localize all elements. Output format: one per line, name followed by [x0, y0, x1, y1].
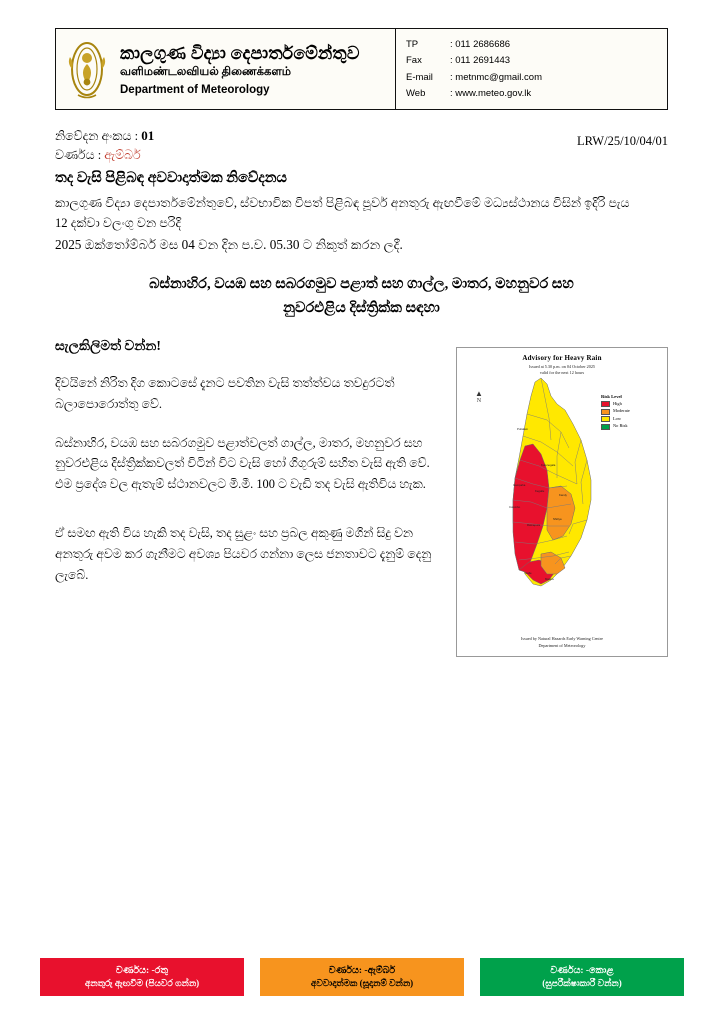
affected-regions-heading: [55, 272, 668, 320]
contact-row-fax: [406, 53, 661, 69]
map-footer-line-2: Department of Meteorology: [538, 642, 586, 648]
map-graphic: [457, 374, 667, 624]
affected-regions-line-2: නුවරඑළිය දිස්ත්‍රික්ක සඳහා: [283, 300, 440, 317]
legend-label-moderate: Moderate: [613, 408, 630, 414]
map-legend-title: Risk Level: [601, 394, 622, 399]
notice-number-line: [55, 126, 154, 146]
svg-text:Puttalam: Puttalam: [517, 427, 529, 431]
department-names: [118, 29, 395, 109]
contact-value-web: : www.meteo.gov.lk: [450, 87, 532, 99]
contact-key-tp: TP: [406, 39, 419, 50]
letterhead: [55, 28, 668, 110]
footer-banner-green-line-2: (සුපරීක්ෂාකාරී වන්න): [542, 978, 622, 989]
contact-key-fax: Fax: [406, 55, 422, 67]
footer-banner-amber-line-2: අවවාදාත්මක (සූදානම් වන්න): [310, 978, 414, 989]
advisory-issue-time: 2025 ඔක්තෝම්බර් මස 04 වන දින ප.ව. 05.30 ට නිකුත් කරන ලදී.: [55, 237, 403, 252]
risk-map: [456, 347, 668, 657]
map-footer: [457, 636, 667, 649]
warning-colour-label: වර්ණය :: [55, 148, 105, 163]
svg-text:Kegalle: Kegalle: [535, 489, 545, 493]
map-subtitle-line-1: Issued at 5.30 p.m. on 04 October 2025: [528, 364, 596, 369]
compass-label: N: [476, 398, 482, 404]
map-subtitle-line-2: valid for the next 12 hours: [539, 370, 585, 376]
advisory-title: තද වැසි පිළිබඳ අවවාදාත්මක නිවේදනය: [55, 170, 287, 186]
svg-text:Galle: Galle: [525, 571, 532, 575]
department-name-english: Department of Meteorology: [120, 83, 270, 96]
contact-value-fax: : 011 2691443: [450, 55, 511, 67]
svg-text:N'Eliya: N'Eliya: [553, 517, 562, 521]
footer-banner-red: [40, 958, 244, 996]
footer-banner-amber: [260, 958, 464, 996]
footer-banner-amber-line-1: වර්ණය: -ඇම්බර්: [328, 965, 396, 976]
advisory-body: [55, 373, 437, 604]
body-paragraph-1: දිවයිනේ නිරිත දිග කොටසේ දැනට පවතින වැසි තත්ත්වය තවදුරටත් බලාපොරොත්තු වේ.: [55, 376, 395, 411]
svg-text:Ratnapura: Ratnapura: [527, 523, 541, 527]
notice-number-value: 01: [141, 128, 155, 143]
advisory-issuer-text: කාලගුණ විද්‍යා දෙපාර්තමේන්තුවේ, ස්වභාවික විපත් පිළිබඳ පූර්ව අනතුරු ඇඟවීමේ මධ්‍යස්ථානය විසින් ඉදිරි පැය 12 දක්වා වලංගු වන පරිදි: [55, 196, 630, 231]
warning-colour-value: ඇම්බර්: [104, 148, 141, 163]
contact-block: [395, 29, 667, 109]
government-crest-icon: [56, 29, 118, 109]
contact-value-email: : metnmc@gmail.com: [450, 71, 542, 83]
compass-rose-icon: ▲ N: [475, 389, 483, 404]
svg-text:Kandy: Kandy: [559, 493, 567, 497]
svg-text:Colombo: Colombo: [509, 505, 521, 509]
attention-heading: සැලකිලිමත් වන්න!: [55, 338, 161, 353]
legend-label-norisk: No Risk: [613, 423, 628, 429]
svg-text:Gampaha: Gampaha: [513, 483, 526, 487]
footer-banner-green-line-1: වර්ණය: -කොළ: [550, 965, 614, 976]
footer-banner-red-line-1: වර්ණය: -රතු: [115, 965, 169, 976]
contact-key-web: Web: [406, 87, 426, 99]
warning-colour-line: [55, 146, 154, 165]
map-footer-line-1: Issued by Natural Hazards Early Warning Centre: [521, 636, 603, 641]
footer-banner-red-line-2: අනතුරු ඇඟවීම (පියවර ගන්න): [84, 978, 200, 989]
document-reference-number: LRW/25/10/04/01: [577, 134, 668, 148]
notice-number-label: නිවේදන අංකය :: [55, 129, 142, 143]
affected-regions-line-1: බස්නාහිර, වයඹ සහ සබරගමුව පළාත් සහ ගාල්ල, මාතර, මහනුවර සහ: [149, 276, 574, 292]
contact-row-email: [406, 70, 661, 86]
svg-text:Matara: Matara: [545, 577, 554, 581]
legend-label-high: High: [613, 400, 622, 406]
warning-level-legend-footer: [40, 958, 684, 996]
department-name-tamil: வளிமண்டலவியல் திணைக்களம்: [120, 65, 291, 78]
map-title: Advisory for Heavy Rain: [522, 354, 602, 362]
department-name-sinhala: කාලගුණ විද්‍යා දෙපාර්තමේන්තුව: [120, 42, 360, 63]
contact-row-web: [406, 86, 661, 102]
contact-key-email: E-mail: [406, 71, 433, 83]
body-paragraph-3: ඒ සමඟ ඇති විය හැකි තද වැසි, තද සුළං සහ ප්‍රබල අකුණු මගින් සිදු වන අනතුරු අවම කර ගැනීමට අවශ්‍ය පියවර ගන්නා ලෙස ජනතාවට දැනුම් දෙනු ලැබේ.: [55, 526, 432, 582]
footer-banner-green: [480, 958, 684, 996]
svg-text:Kurunegala: Kurunegala: [541, 463, 556, 467]
contact-value-tp: : 011 2686686: [450, 39, 511, 50]
legend-label-low: Low: [613, 415, 622, 421]
reference-block: [55, 126, 154, 166]
body-paragraph-2: බස්නාහිර, වයඹ සහ සබරගමුව පළාත්වලත් ගාල්ල, මාතර, මහනුවර සහ නුවරඑළිය දිස්ත්‍රික්කවලත් විටින් විට වැසි හෝ ගිගුරුම් සහිත වැසි ඇති වේ. එම ප්‍රදේශ වල ඇතැම් ස්ථානවලට මි.මී. 100 ට වැඩි තද වැසි ඇතිවිය හැක.: [55, 435, 430, 492]
contact-row-tp: [406, 37, 661, 53]
